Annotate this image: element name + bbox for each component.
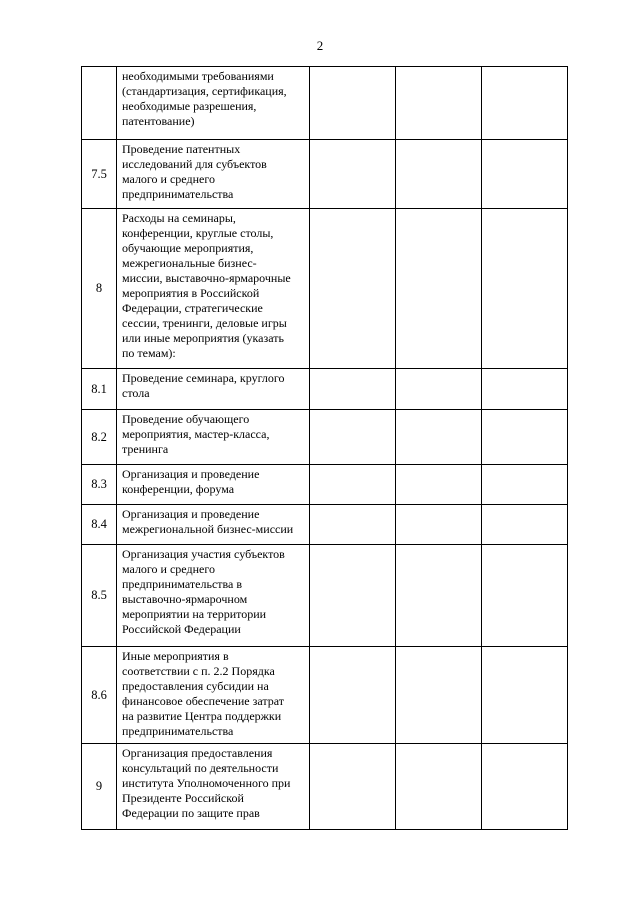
row-number: 9 — [82, 744, 117, 830]
row-number: 8.1 — [82, 369, 117, 410]
empty-value-cell — [310, 209, 396, 369]
description-line: выставочно-ярмарочном — [122, 592, 248, 606]
description-line: обучающие мероприятия, — [122, 241, 254, 255]
page-number: 2 — [316, 38, 324, 53]
description-line: или иные мероприятия (указать — [122, 331, 284, 345]
row-description — [117, 545, 310, 647]
description-line: на развитие Центра поддержки — [122, 709, 282, 723]
row-number — [82, 67, 117, 140]
row-number: 8.4 — [82, 505, 117, 545]
description-line: конференции, круглые столы, — [122, 226, 274, 240]
empty-value-cell — [482, 465, 568, 505]
row-number: 8.2 — [82, 410, 117, 465]
description-line: необходимые разрешения, — [122, 99, 257, 113]
description-line: Федерации по защите прав — [122, 806, 260, 820]
empty-value-cell — [396, 410, 482, 465]
row-number: 8.3 — [82, 465, 117, 505]
empty-value-cell — [396, 647, 482, 744]
description-line: межрегиональные бизнес- — [122, 256, 257, 270]
table-row — [82, 209, 568, 369]
description-line: предпринимательства — [122, 187, 234, 201]
empty-value-cell — [310, 410, 396, 465]
empty-value-cell — [482, 410, 568, 465]
empty-value-cell — [482, 505, 568, 545]
description-line: по темам): — [122, 346, 176, 360]
description-line: мероприятия, мастер-класса, — [122, 427, 270, 441]
row-description — [117, 647, 310, 744]
description-line: малого и среднего — [122, 562, 215, 576]
description-line: Иные мероприятия в — [122, 649, 229, 663]
empty-value-cell — [396, 209, 482, 369]
description-line: Федерации, стратегические — [122, 301, 263, 315]
description-line: необходимыми требованиями — [122, 69, 274, 83]
description-line: соответствии с п. 2.2 Порядка — [122, 664, 275, 678]
description-line: предпринимательства — [122, 724, 234, 738]
empty-value-cell — [310, 545, 396, 647]
empty-value-cell — [310, 140, 396, 209]
empty-value-cell — [310, 505, 396, 545]
table-row — [82, 369, 568, 410]
empty-value-cell — [482, 545, 568, 647]
description-line: консультаций по деятельности — [122, 761, 279, 775]
description-line: института Уполномоченного при — [122, 776, 291, 790]
expense-table — [81, 66, 568, 830]
description-line: Организация и проведение — [122, 467, 260, 481]
empty-value-cell — [310, 369, 396, 410]
description-line: предоставления субсидии на — [122, 679, 269, 693]
empty-value-cell — [396, 140, 482, 209]
empty-value-cell — [396, 545, 482, 647]
row-number: 8.5 — [82, 545, 117, 647]
description-line: Расходы на семинары, — [122, 211, 236, 225]
row-description — [117, 67, 310, 140]
table-row — [82, 67, 568, 140]
description-line: конференции, форума — [122, 482, 235, 496]
description-line: сессии, тренинги, деловые игры — [122, 316, 287, 330]
empty-value-cell — [482, 67, 568, 140]
description-line: финансовое обеспечение затрат — [122, 694, 285, 708]
description-line: Проведение обучающего — [122, 412, 250, 426]
empty-value-cell — [396, 465, 482, 505]
empty-value-cell — [310, 67, 396, 140]
empty-value-cell — [396, 67, 482, 140]
row-description — [117, 465, 310, 505]
empty-value-cell — [482, 647, 568, 744]
table-row — [82, 545, 568, 647]
table-row — [82, 465, 568, 505]
description-line: исследований для субъектов — [122, 157, 267, 171]
table-row — [82, 744, 568, 830]
description-line: Российской Федерации — [122, 622, 241, 636]
description-line: малого и среднего — [122, 172, 215, 186]
row-description — [117, 369, 310, 410]
row-number: 8 — [82, 209, 117, 369]
empty-value-cell — [482, 369, 568, 410]
description-line: стола — [122, 386, 150, 400]
description-line: Организация предоставления — [122, 746, 273, 760]
description-line: мероприятии на территории — [122, 607, 267, 621]
table-row — [82, 647, 568, 744]
row-description — [117, 209, 310, 369]
empty-value-cell — [396, 744, 482, 830]
description-line: патентование) — [122, 114, 195, 128]
empty-value-cell — [310, 647, 396, 744]
empty-value-cell — [396, 505, 482, 545]
table-row — [82, 140, 568, 209]
empty-value-cell — [482, 209, 568, 369]
description-line: межрегиональной бизнес-миссии — [122, 522, 294, 536]
row-number: 8.6 — [82, 647, 117, 744]
description-line: (стандартизация, сертификация, — [122, 84, 287, 98]
description-line: Проведение семинара, круглого — [122, 371, 285, 385]
row-description — [117, 744, 310, 830]
row-description — [117, 410, 310, 465]
description-line: Проведение патентных — [122, 142, 241, 156]
empty-value-cell — [310, 465, 396, 505]
empty-value-cell — [310, 744, 396, 830]
description-line: Президенте Российской — [122, 791, 244, 805]
description-line: миссии, выставочно-ярмарочные — [122, 271, 291, 285]
empty-value-cell — [482, 140, 568, 209]
description-line: мероприятия в Российской — [122, 286, 260, 300]
row-description — [117, 505, 310, 545]
description-line: Организация участия субъектов — [122, 547, 285, 561]
row-number: 7.5 — [82, 140, 117, 209]
table-row — [82, 505, 568, 545]
description-line: тренинга — [122, 442, 169, 456]
row-description — [117, 140, 310, 209]
table-row — [82, 410, 568, 465]
description-line: Организация и проведение — [122, 507, 260, 521]
description-line: предпринимательства в — [122, 577, 243, 591]
empty-value-cell — [482, 744, 568, 830]
empty-value-cell — [396, 369, 482, 410]
